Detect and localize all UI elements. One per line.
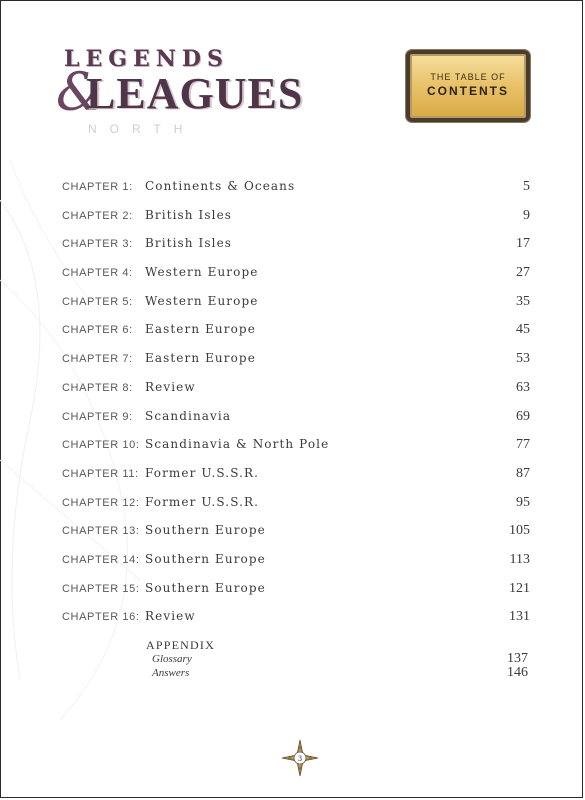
chapter-page: 69 [516,408,530,424]
chapter-title: Southern Europe [145,523,266,538]
chapter-label: CHAPTER 12: [62,496,140,509]
chapter-label: CHAPTER 6: [62,324,133,337]
chapter-label: CHAPTER 2: [62,209,133,222]
toc-row-chapter-16 [62,606,532,635]
toc-row-chapter-5 [62,291,532,320]
logo-legends: LEGENDS [64,46,229,72]
appendix-section [146,638,530,681]
plaque-title: CONTENTS [427,84,509,98]
appendix-title: APPENDIX [146,638,215,652]
logo-leagues: LEAGUES [86,69,304,118]
chapter-page: 53 [516,351,530,367]
chapter-label: CHAPTER 11: [62,467,139,480]
logo-ampersand: & [56,63,103,123]
table-of-contents-plaque [406,50,530,122]
book-logo [56,46,304,136]
toc-row-chapter-3 [62,233,532,262]
logo-row [56,63,304,123]
chapter-title: Scandinavia & North Pole [145,437,330,452]
chapter-title: Former U.S.S.R. [145,465,260,480]
chapter-page: 121 [509,580,530,596]
chapter-label: CHAPTER 8: [62,381,133,394]
chapter-title: Review [145,609,196,624]
toc-row-chapter-11 [62,463,532,492]
chapter-page: 27 [516,265,530,281]
toc-row-chapter-1 [62,176,532,205]
toc-row-chapter-12 [62,492,532,521]
toc-row-chapter-15 [62,578,532,607]
chapter-page: 63 [516,379,530,395]
chapter-page: 105 [509,523,530,539]
chapter-title: Eastern Europe [145,322,256,337]
appendix-item-page: 137 [507,651,528,666]
chapter-title: British Isles [145,207,233,222]
chapter-page: 9 [523,207,530,223]
chapter-label: CHAPTER 3: [62,238,133,251]
appendix-item-title: Answers [152,667,190,679]
toc-row-chapter-13 [62,520,532,549]
chapter-page: 95 [516,494,530,510]
chapter-label: CHAPTER 13: [62,525,140,538]
chapter-page: 131 [509,609,530,625]
toc-row-chapter-4 [62,262,532,291]
appendix-row-glossary [146,653,530,667]
chapter-label: CHAPTER 15: [62,582,140,595]
chapter-label: CHAPTER 1: [62,181,133,193]
chapter-page: 17 [516,236,530,252]
chapter-page: 5 [523,179,530,194]
chapter-title: Eastern Europe [145,351,256,366]
toc-row-chapter-14 [62,549,532,578]
logo-north: NORTH [88,122,196,136]
chapter-label: CHAPTER 16: [62,611,140,624]
plaque-subtitle: THE TABLE OF [430,72,506,82]
page-number: 3 [297,755,303,763]
chapter-title: British Isles [145,236,233,251]
chapter-page: 35 [516,293,530,309]
chapter-label: CHAPTER 4: [62,267,133,280]
table-of-contents [62,176,532,635]
chapter-page: 113 [509,551,530,567]
chapter-title: Former U.S.S.R. [145,494,260,509]
chapter-title: Review [145,379,196,394]
chapter-label: CHAPTER 14: [62,553,140,566]
toc-row-chapter-2 [62,205,532,234]
chapter-title: Southern Europe [145,551,266,566]
chapter-title: Continents & Oceans [145,179,296,193]
appendix-item-page: 146 [507,665,528,680]
chapter-page: 77 [516,437,530,453]
toc-row-chapter-7 [62,348,532,377]
chapter-title: Southern Europe [145,580,266,595]
toc-row-chapter-10 [62,434,532,463]
chapter-label: CHAPTER 7: [62,353,133,366]
chapter-page: 87 [516,465,530,481]
chapter-title: Western Europe [145,293,259,308]
chapter-title: Western Europe [145,265,259,280]
chapter-label: CHAPTER 10: [62,439,140,452]
appendix-row-answers [146,667,530,681]
chapter-label: CHAPTER 9: [62,410,133,423]
toc-row-chapter-8 [62,377,532,406]
toc-row-chapter-9 [62,406,532,435]
compass-rose-icon [280,738,320,778]
chapter-title: Scandinavia [145,408,232,423]
chapter-page: 45 [516,322,530,338]
appendix-item-title: Glossary [152,653,192,665]
toc-row-chapter-6 [62,319,532,348]
chapter-label: CHAPTER 5: [62,295,133,308]
